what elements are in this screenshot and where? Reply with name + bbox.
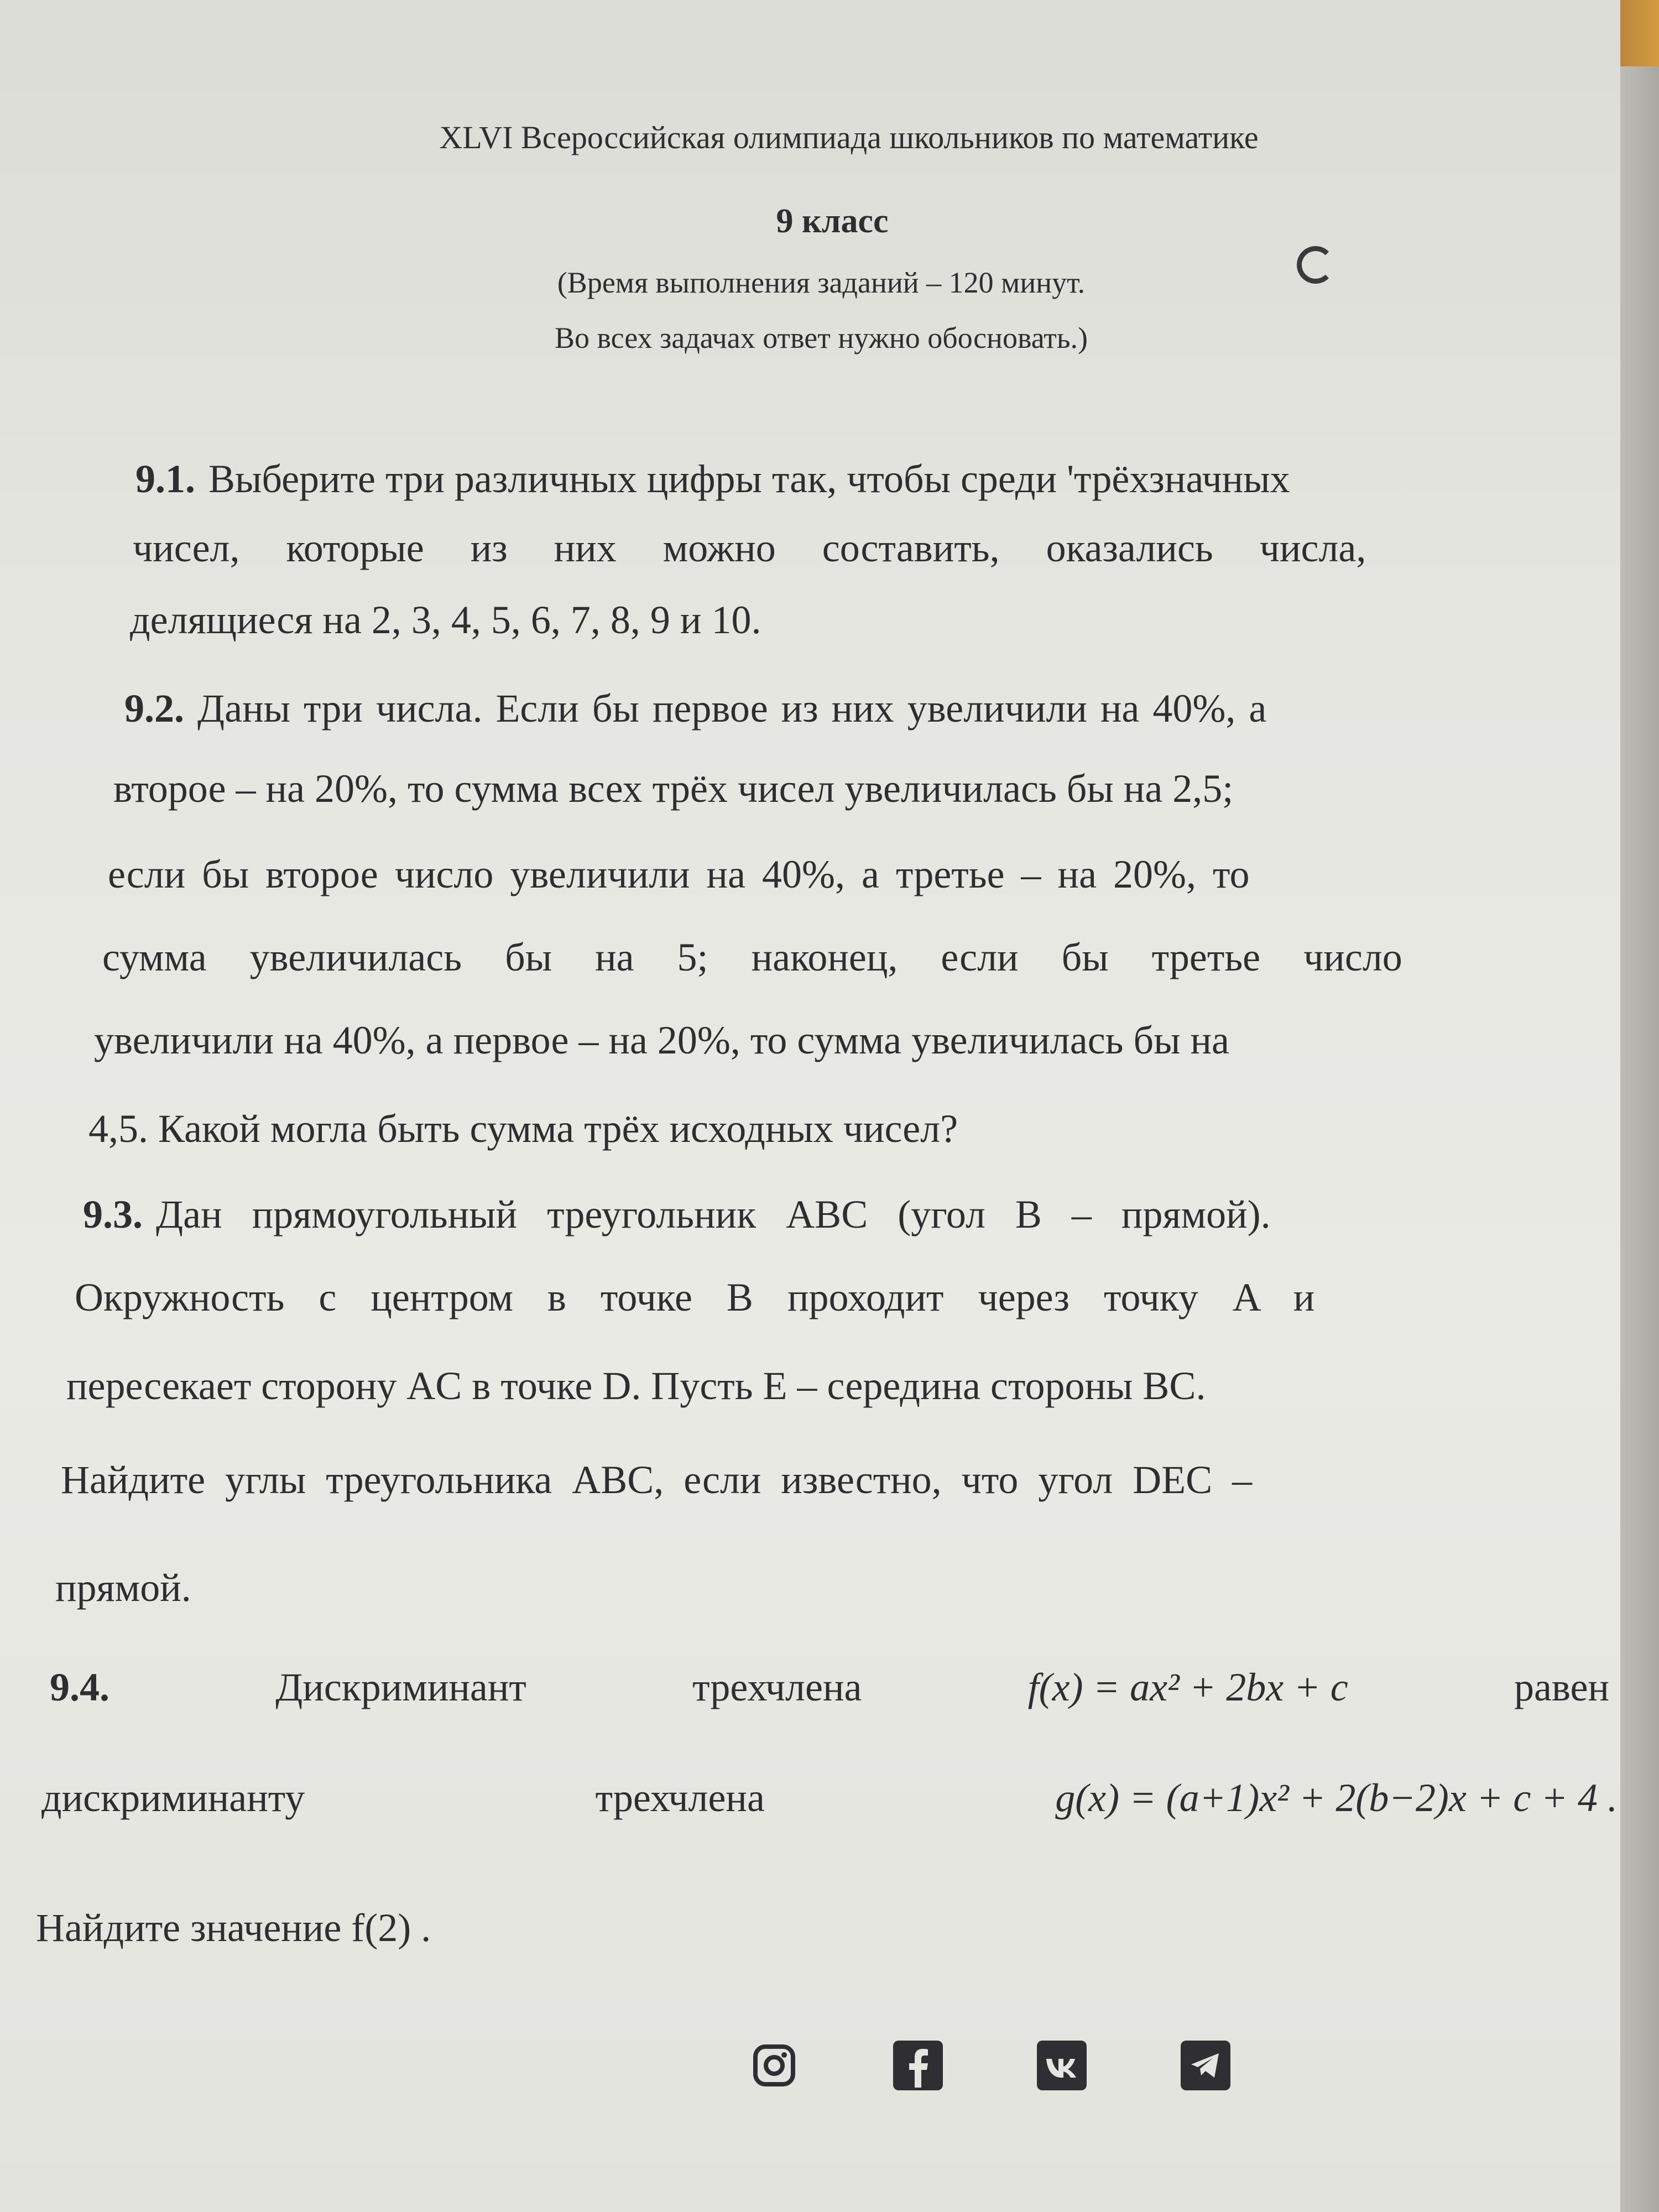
- problem-word: Дискриминант: [275, 1665, 526, 1709]
- problem-9-2-line-5: увеличили на 40%, а первое – на 20%, то сумма увеличилась бы на: [94, 1018, 1229, 1062]
- problem-9-3-line-3: пересекает сторону AC в точке D. Пусть E – середина стороны BC.: [66, 1364, 1206, 1408]
- grade-title: 9 класс: [776, 202, 889, 240]
- problem-9-4-line-2: [41, 1778, 1618, 1818]
- problem-text: Даны три числа. Если бы первое из них увеличили на 40%, а: [197, 686, 1267, 731]
- time-note: (Время выполнения заданий – 120 минут.: [557, 266, 1086, 299]
- problem-label: 9.1.: [135, 457, 195, 501]
- olympiad-title: XLVI Всероссийская олимпиада школьников по математике: [439, 119, 1259, 155]
- problem-label: 9.2.: [124, 686, 184, 731]
- problem-9-3-line-1: [83, 1192, 1565, 1237]
- instagram-icon: [749, 2041, 799, 2090]
- vk-icon: [1037, 2041, 1087, 2090]
- problem-word: трехчлена: [692, 1665, 862, 1709]
- telegram-icon: [1181, 2041, 1230, 2090]
- problem-9-2-line-3: если бы второе число увеличили на 40%, а третье – на 20%, то: [108, 852, 1250, 896]
- formula-f: f(x) = ax² + 2bx + c: [1027, 1665, 1348, 1709]
- problem-word: трехчлена: [595, 1776, 765, 1820]
- social-icons: [749, 2041, 1230, 2090]
- problem-9-1-line-1: [135, 459, 1490, 499]
- facebook-icon: [893, 2041, 943, 2090]
- pen-mark: [1297, 246, 1334, 284]
- problem-9-3-line-5: прямой.: [55, 1566, 191, 1610]
- problem-9-2-line-6: 4,5. Какой могла быть сумма трёх исходных чисел?: [88, 1107, 958, 1151]
- problem-text: Дан прямоугольный треугольник ABC (угол B – прямой).: [156, 1192, 1271, 1237]
- problem-label: 9.3.: [83, 1192, 143, 1237]
- proof-note: Во всех задачах ответ нужно обосновать.): [554, 321, 1088, 354]
- problem-9-4-line-3: Найдите значение f(2) .: [36, 1906, 431, 1950]
- table-edge: [1620, 0, 1659, 66]
- problem-word: равен: [1514, 1665, 1609, 1709]
- problem-label: 9.4.: [50, 1665, 109, 1709]
- problem-9-1-line-3: делящиеся на 2, 3, 4, 5, 6, 7, 8, 9 и 10.: [130, 598, 761, 642]
- problem-word: дискриминанту: [41, 1776, 305, 1820]
- problem-9-2-line-1: [124, 686, 1518, 731]
- formula-g: g(x) = (a+1)x² + 2(b−2)x + c + 4 .: [1055, 1776, 1618, 1820]
- problem-9-2-line-2: второе – на 20%, то сумма всех трёх чисел увеличилась бы на 2,5;: [113, 766, 1234, 811]
- problem-9-3-line-4: Найдите углы треугольника ABC, если известно, что угол DEC –: [61, 1458, 1253, 1502]
- problem-9-1-line-2: чисел, которые из них можно составить, оказались числа,: [133, 526, 1366, 570]
- problem-text: Выберите три различных цифры так, чтобы среди 'трёхзначных: [208, 457, 1290, 501]
- page-shadow-edge: [1620, 66, 1659, 2212]
- problem-9-2-line-4: сумма увеличилась бы на 5; наконец, если бы третье число: [102, 935, 1402, 979]
- problem-9-3-line-2: Окружность с центром в точке B проходит через точку A и: [75, 1275, 1315, 1319]
- problem-9-4-line-1: [50, 1667, 1609, 1707]
